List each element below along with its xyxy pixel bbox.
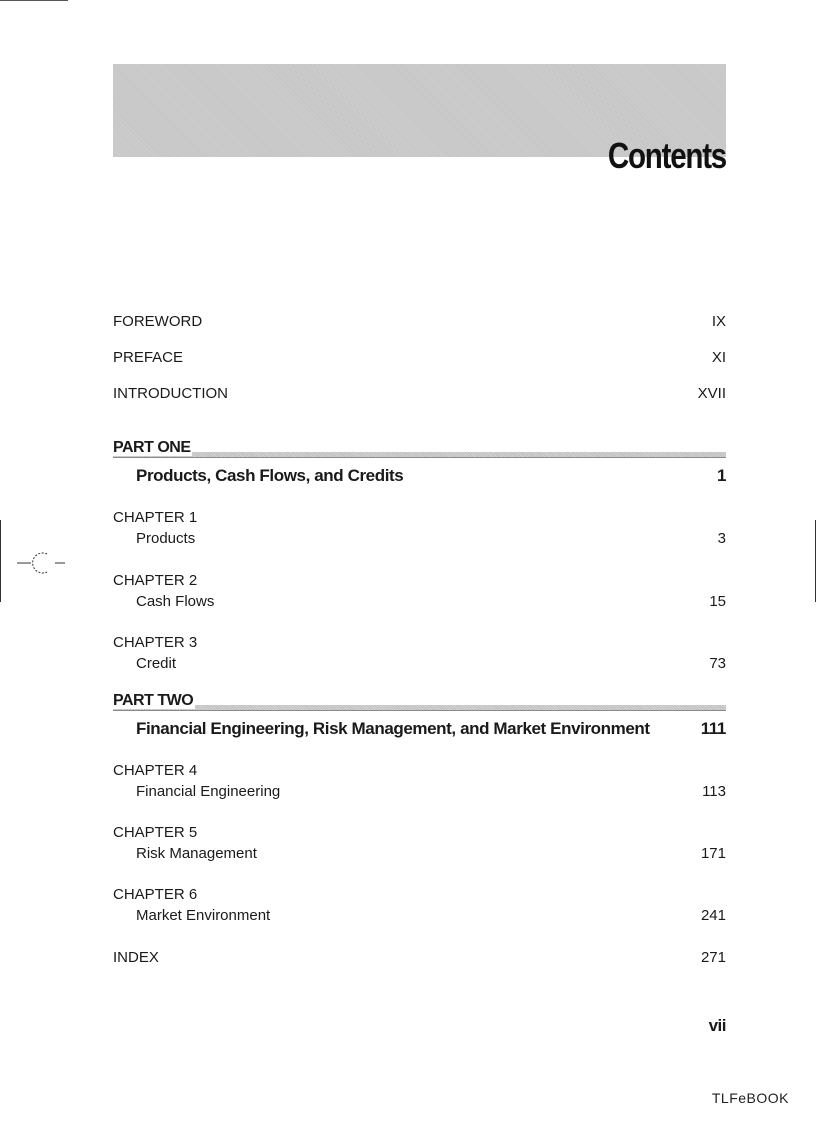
- toc-entry-label: INDEX: [113, 949, 159, 966]
- part-title-label: Financial Engineering, Risk Management, and Market Environment: [136, 719, 650, 738]
- toc-entry-page: 271: [700, 949, 726, 966]
- part-one-rule: [113, 452, 726, 458]
- part-title-label: Products, Cash Flows, and Credits: [136, 466, 404, 485]
- registration-mark-icon: [17, 551, 69, 575]
- chapter-page: 15: [709, 593, 726, 610]
- part-title-page: 111: [700, 719, 726, 738]
- crop-mark-top: [0, 0, 68, 1]
- toc-entry-page: XVII: [697, 385, 726, 402]
- toc-entry-label: PREFACE: [113, 349, 184, 366]
- chapter-page: 73: [709, 655, 726, 672]
- toc-entry-page: IX: [711, 313, 726, 330]
- crop-mark-left: [0, 520, 1, 602]
- page-title: Contents: [607, 135, 726, 176]
- chapter-page: 241: [700, 907, 726, 924]
- chapter-label: CHAPTER 4: [113, 762, 198, 779]
- watermark: TLFeBOOK: [711, 1090, 789, 1106]
- chapter-label: CHAPTER 6: [113, 886, 198, 903]
- chapter-label: CHAPTER 5: [113, 824, 198, 841]
- part-two-rule: [113, 705, 726, 711]
- chapter-title: Risk Management: [136, 845, 257, 862]
- chapter-label: CHAPTER 2: [113, 572, 198, 589]
- page-number: vii: [708, 1016, 726, 1035]
- toc-entry-label: INTRODUCTION: [113, 385, 228, 402]
- chapter-page: 113: [702, 783, 726, 800]
- chapter-title: Cash Flows: [136, 593, 215, 610]
- chapter-page: 171: [700, 845, 726, 862]
- chapter-page: 3: [717, 530, 726, 547]
- chapter-title: Credit: [136, 655, 177, 672]
- chapter-label: CHAPTER 1: [113, 509, 198, 526]
- part-title-page: 1: [716, 466, 726, 485]
- chapter-title: Financial Engineering: [136, 783, 281, 800]
- chapter-label: CHAPTER 3: [113, 634, 198, 651]
- chapter-title: Market Environment: [136, 907, 271, 924]
- chapter-title: Products: [136, 530, 196, 547]
- part-label: PART TWO: [113, 692, 194, 709]
- toc-entry-label: FOREWORD: [113, 313, 203, 330]
- part-label: PART ONE: [113, 439, 191, 456]
- toc-entry-page: XI: [711, 349, 726, 366]
